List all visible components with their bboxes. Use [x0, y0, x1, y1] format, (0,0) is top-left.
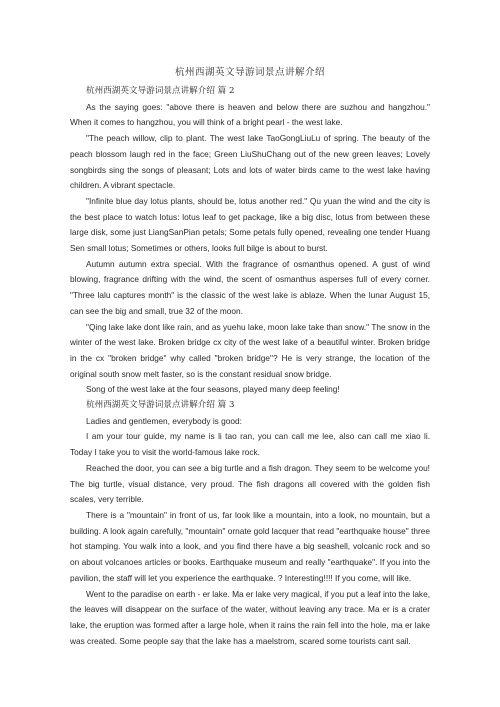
paragraph: There is a "mountain" in front of us, far look like a mountain, into a look, no mountain, but a building. A look again carefully, "mountain" ornate gold lacquer that read "earthquake house" three hot stamping. You walk into a look, and you find there have a big seashell, volcanic rock and so on about volcanoes articles or books. Earthquake museum and really "earthquake". If you into the pavilion, the staff will let you experience the earthquake. ? Interesting!!!! If you come, will like. [70, 509, 430, 583]
paragraph: "Qing lake lake dont like rain, and as yuehu lake, moon lake take than snow." The snow in the winter of the west lake. Broken bridge cx city of the west lake of a beautiful winter. Broken bridge in the cx "broken bridge" why called "broken bridge"? He is very strange, the location of the original south snow melt faster, so is the constant residual snow bridge. [70, 321, 430, 379]
paragraph: Song of the west lake at the four seasons, played many deep feeling! [86, 384, 340, 395]
paragraph: Reached the door, you can see a big turtle and a fish dragon. They seem to be welcome you! The big turtle, visual distance, very proud. The fish dragons all covered with the golden fish scales, very terrible. [70, 462, 430, 505]
paragraph: I am your tour guide, my name is li tao ran, you can call me lee, also can call me xiao li. Today I take you to visit the world-famous lake rock. [70, 431, 430, 458]
paragraph: As the saying goes: "above there is heaven and below there are suzhou and hangzhou." When it comes to hangzhou, you will think of a bright pearl - the west lake. [70, 101, 430, 128]
section-heading: 杭州西湖英文导游词景点讲解介绍 篇 3 [86, 400, 235, 411]
paragraph: Autumn autumn extra special. With the fragrance of osmanthus opened. A gust of wind blowing, fragrance drifting with the wind, the scent of osmanthus asperses full of every corner. "Three lalu captures month" is the classic of the west lake is ablaze. When the lunar August 15, can see the big and small, true 32 of the moon. [70, 258, 430, 316]
section-heading: 杭州西湖英文导游词景点讲解介绍 篇 2 [86, 86, 235, 96]
document-title: 杭州西湖英文导游词景点讲解介绍 [174, 67, 325, 78]
document-body [70, 84, 430, 649]
paragraph: Went to the paradise on earth - er lake. Ma er lake very magical, if you put a leaf into the lake, the leaves will disappear on the surface of the water, without leaving any trace. Ma er is a crater lake, the eruption was formed after a large hole, when it rains the rain fell into the hole, ma er lake was created. Some people say that the lake has a maelstrom, scared some tourists cant sail. [70, 588, 430, 646]
paragraph: "Infinite blue day lotus plants, should be, lotus another red." Qu yuan the wind and the city is the best place to watch lotus: lotus leaf to get package, like a big disc, lotus from between these large disk, some just LiangSanPian petals; Some petals fully opened, revealing one tender Huang Sen small lotus; Sometimes or others, looks full bilge is about to burst. [70, 195, 430, 254]
paragraph: Ladies and gentlemen, everybody is good: [86, 415, 242, 426]
paragraph: "The peach willow, clip to plant. The west lake TaoGongLiuLu of spring. The beauty of the peach blossom laugh red in the face; Green LiuShuChang out of the new green leaves; Lovely songbirds sing the songs of pleasant; Lots and lots of water birds came to the west lake having children. A vibrant spectacle. [70, 133, 430, 191]
